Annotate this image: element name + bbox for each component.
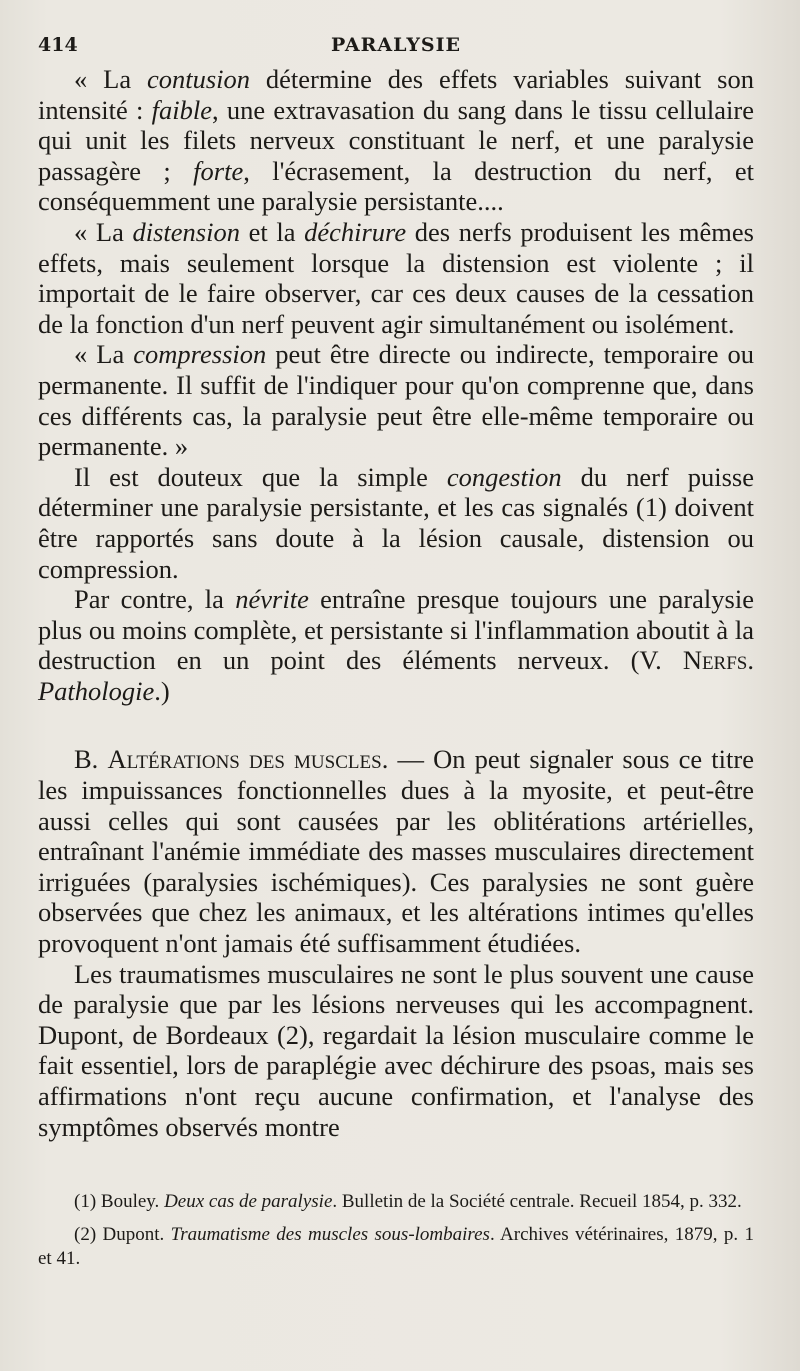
paragraph <box>38 959 754 1143</box>
paragraph <box>38 339 754 461</box>
text-run: . — On peut signaler sous ce titre les impuissances fonctionnelles dues à la myosite, et peut-être aussi celles qui sont causées par les oblitérations artérielles, entraînant l'anémie immédiate des masses musculaires directement irriguées (paralysies ischémiques). Ces paralysies ne sont guère observées que chez les animaux, et les altérations intimes qu'elles provoquent n'ont jamais été suffisamment étudiées. <box>38 744 754 959</box>
body-text <box>38 64 754 1142</box>
text-run: (2) Dupont. <box>74 1224 171 1246</box>
italic-text: Pathologie <box>38 675 155 706</box>
text-run: du nerf puisse déterminer une paralysie persistante, et les cas signalés (1) doivent être rapportés sans doute à la lésion causale, distension ou compression. <box>38 461 754 584</box>
text-run: Par contre, la <box>74 584 236 615</box>
paragraph <box>38 744 754 958</box>
text-run: , une extravasation du sang dans le tissu cellulaire qui unit les filets nerveux constituant le nerf, et une paralysie passagère ; <box>38 94 754 186</box>
text-run: détermine des effets variables suivant son intensité : <box>38 64 754 125</box>
text-run: . <box>747 645 754 676</box>
paragraph <box>38 64 754 217</box>
footnote <box>38 1223 754 1271</box>
italic-text: distension <box>132 216 240 247</box>
paragraph <box>38 584 754 706</box>
paragraph <box>38 462 754 584</box>
italic-text: contusion <box>146 64 251 94</box>
running-head <box>38 28 754 64</box>
italic-text: déchirure <box>304 216 407 247</box>
text-run: . Archives vétérinaires, 1879, p. 1 et 41. <box>38 1224 755 1270</box>
text-run: Les traumatismes musculaires ne sont le plus souvent une cause de paralysie que par les lésions nerveuses qui les accompagnent. Dupont, de Bordeaux (2), regardait la lésion musculaire comme le fait essentiel, lors de paraplégie avec déchirure des psoas, mais ses affirmations n'ont reçu aucune confirmation, et l'analyse des symptômes observés montre <box>38 958 754 1142</box>
text-run: « La <box>74 339 134 370</box>
text-run: « La <box>74 64 147 94</box>
running-title: PARALYSIE <box>331 34 461 56</box>
italic-text: névrite <box>235 584 309 615</box>
footnote <box>38 1190 754 1214</box>
text-run: des nerfs produisent les mêmes effets, mais seulement lorsque la distension est violente ; il importait de le faire observer, car ces deux causes de la cessation de la fonction d'un nerf peuvent agir simultanément ou isolément. <box>38 216 754 339</box>
text-run: et la <box>239 216 305 247</box>
text-run: . Bulletin de la Société centrale. Recueil 1854, p. 332. <box>332 1191 742 1213</box>
page-number: 414 <box>38 34 78 56</box>
text-run: , l'écrasement, la destruction du nerf, et conséquemment une paralysie persistante.... <box>38 155 754 217</box>
italic-text: Traumatisme des muscles sous-lombaires <box>170 1224 490 1246</box>
italic-text: Deux cas de paralysie <box>164 1191 333 1213</box>
small-caps-text: Altérations des muscles <box>107 744 382 775</box>
text-run: .) <box>154 675 170 706</box>
italic-text: forte <box>193 155 244 186</box>
small-caps-text: Nerfs <box>682 645 748 676</box>
text-run: (1) Bouley. <box>74 1191 165 1213</box>
text-run: entraîne presque toujours une paralysie plus ou moins complète, et persistante si l'inflammation aboutit à la destruction en un point des éléments nerveux. (V. <box>38 584 754 676</box>
italic-text: faible <box>151 94 212 125</box>
text-run: B. <box>74 744 108 775</box>
text-run: Il est douteux que la simple <box>74 461 447 492</box>
italic-text: compression <box>133 339 267 370</box>
footnotes <box>38 1190 754 1271</box>
text-run: « La <box>74 216 133 247</box>
paragraph <box>38 217 754 339</box>
text-run: peut être directe ou indirecte, temporaire ou permanente. Il suffit de l'indiquer pour qu'on comprenne que, dans ces différents cas, la paralysie peut être elle-même temporaire ou permanente. » <box>38 339 754 462</box>
italic-text: congestion <box>446 461 562 492</box>
